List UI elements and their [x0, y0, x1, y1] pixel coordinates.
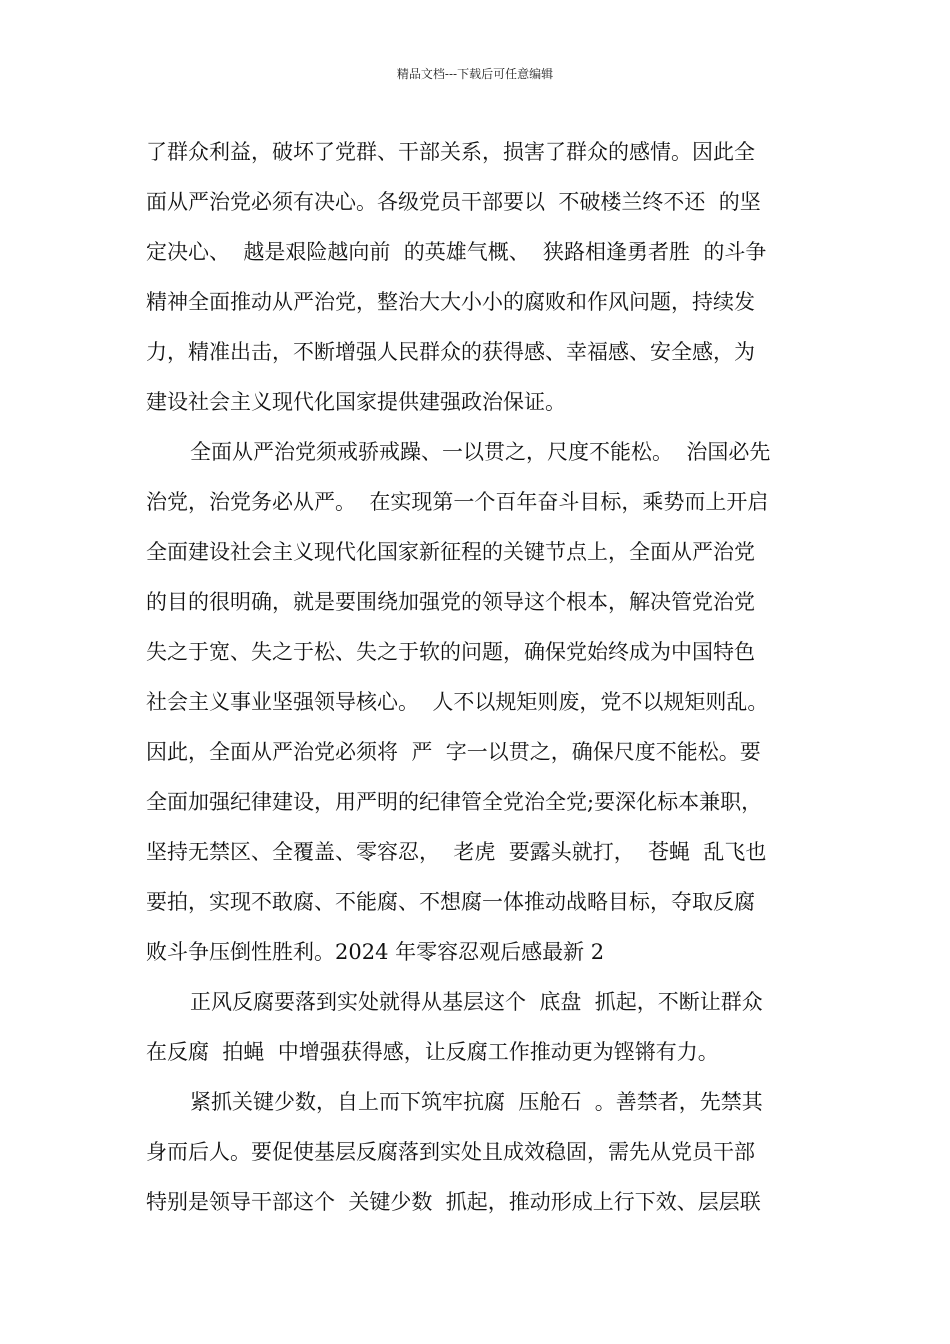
text-line: 特别是领导干部这个 关键少数 抓起，推动形成上行下效、层层联 — [146, 1190, 761, 1214]
text-line: 要拍，实现不敢腐、不能腐、不想腐一体推动战略目标，夺取反腐 — [146, 890, 755, 914]
text-line: 因此，全面从严治党必须将 严 字一以贯之，确保尺度不能松。要 — [146, 740, 761, 764]
text-line: 面从严治党必须有决心。各级党员干部要以 不破楼兰终不还 的坚 — [146, 190, 761, 214]
text-line: 社会主义事业坚强领导核心。 人不以规矩则废，党不以规矩则乱。 — [146, 690, 769, 714]
text-line: 精神全面推动从严治党，整治大大小小的腐败和作风问题，持续发 — [146, 290, 755, 314]
text-line: 建设社会主义现代化国家提供建强政治保证。 — [146, 390, 566, 414]
text-line: 败斗争压倒性胜利。2024 年零容忍观后感最新 2 — [146, 940, 605, 964]
paragraph-first-line: 紧抓关键少数，自上而下筑牢抗腐 压舱石 。善禁者，先禁其 — [190, 1090, 763, 1114]
text-line: 全面建设社会主义现代化国家新征程的关键节点上，全面从严治党 — [146, 540, 755, 564]
paragraph-first-line: 全面从严治党须戒骄戒躁、一以贯之，尺度不能松。 治国必先 — [190, 440, 771, 464]
text-line: 坚持无禁区、全覆盖、零容忍， 老虎 要露头就打， 苍蝇 乱飞也 — [146, 840, 767, 864]
text-line: 失之于宽、失之于松、失之于软的问题，确保党始终成为中国特色 — [146, 640, 755, 664]
text-line: 了群众利益，破坏了党群、干部关系，损害了群众的感情。因此全 — [146, 140, 755, 164]
text-line: 定决心、 越是艰险越向前 的英雄气概、 狭路相逢勇者胜 的斗争 — [146, 240, 767, 264]
text-line: 身而后人。要促使基层反腐落到实处且成效稳固，需先从党员干部 — [146, 1140, 755, 1164]
text-line: 全面加强纪律建设，用严明的纪律管全党治全党;要深化标本兼职， — [146, 790, 763, 814]
page-header: 精品文档---下载后可任意编辑 — [396, 67, 554, 81]
paragraph-first-line: 正风反腐要落到实处就得从基层这个 底盘 抓起，不断让群众 — [190, 990, 763, 1014]
text-line: 治党，治党务必从严。 在实现第一个百年奋斗目标，乘势而上开启 — [146, 490, 769, 514]
text-line: 在反腐 拍蝇 中增强获得感，让反腐工作推动更为铿锵有力。 — [146, 1040, 719, 1064]
text-line: 的目的很明确，就是要围绕加强党的领导这个根本，解决管党治党 — [146, 590, 755, 614]
text-line: 力，精准出击，不断增强人民群众的获得感、幸福感、安全感，为 — [146, 340, 755, 364]
